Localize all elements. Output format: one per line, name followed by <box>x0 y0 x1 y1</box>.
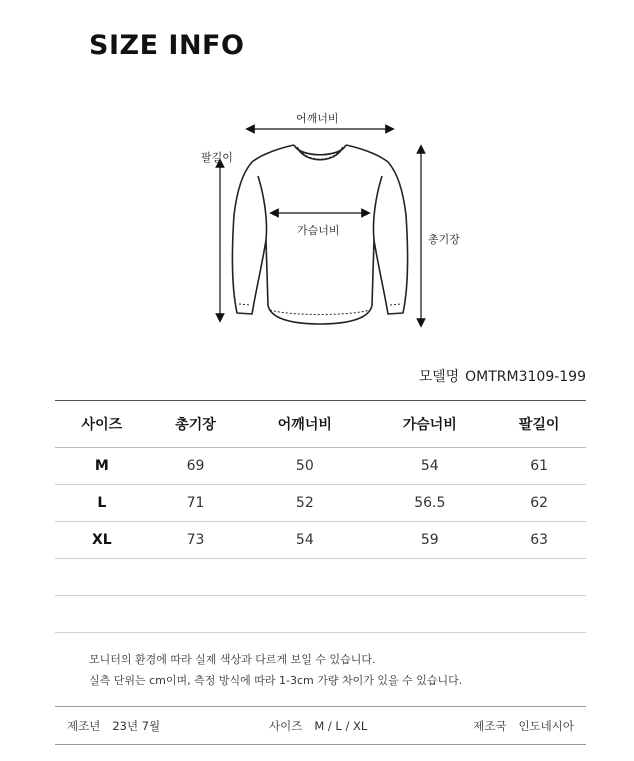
cell-size: M <box>55 448 149 485</box>
cell-length: 71 <box>149 485 243 522</box>
shoulder-label: 어깨너비 <box>296 112 339 125</box>
cell-shoulder <box>242 596 367 633</box>
model-label: 모델명 <box>418 369 460 385</box>
table-row <box>55 448 586 485</box>
size-label: 사이즈 <box>269 719 303 733</box>
cell-sleeve: 63 <box>492 522 586 559</box>
table-row <box>55 559 586 596</box>
model-value: OMTRM3109-199 <box>465 369 586 385</box>
table-row <box>55 485 586 522</box>
size-diagram <box>0 100 634 340</box>
size-range <box>269 718 367 734</box>
cell-chest: 56.5 <box>367 485 492 522</box>
cell-length: 73 <box>149 522 243 559</box>
country-label: 제조국 <box>473 719 507 733</box>
cell-size <box>55 596 149 633</box>
made-date <box>67 718 160 734</box>
note-monitor: 모니터의 환경에 따라 실제 색상과 다르게 보일 수 있습니다. <box>89 653 376 666</box>
table-row <box>55 522 586 559</box>
cell-sleeve <box>492 596 586 633</box>
chest-label: 가슴너비 <box>297 224 340 237</box>
sleeve-label: 팔길이 <box>201 151 233 164</box>
header-length: 총기장 <box>149 401 243 448</box>
cell-chest: 59 <box>367 522 492 559</box>
country-value: 인도네시아 <box>518 719 574 733</box>
cell-size: XL <box>55 522 149 559</box>
cell-chest: 54 <box>367 448 492 485</box>
cell-shoulder: 50 <box>242 448 367 485</box>
made-label: 제조년 <box>67 719 101 733</box>
table-row <box>55 596 586 633</box>
cell-chest <box>367 596 492 633</box>
cell-shoulder: 54 <box>242 522 367 559</box>
cell-sleeve: 62 <box>492 485 586 522</box>
cell-chest <box>367 559 492 596</box>
cell-sleeve <box>492 559 586 596</box>
header-size: 사이즈 <box>55 401 149 448</box>
size-table <box>55 400 586 633</box>
cell-length <box>149 559 243 596</box>
cell-shoulder: 52 <box>242 485 367 522</box>
table-header-row <box>55 401 586 448</box>
cell-shoulder <box>242 559 367 596</box>
model-number <box>413 366 586 386</box>
cell-size: L <box>55 485 149 522</box>
cell-length: 69 <box>149 448 243 485</box>
header-sleeve: 팔길이 <box>492 401 586 448</box>
cell-size <box>55 559 149 596</box>
cell-sleeve: 61 <box>492 448 586 485</box>
made-value: 23년 7월 <box>112 719 161 733</box>
header-chest: 가슴너비 <box>367 401 492 448</box>
product-info-footer <box>55 706 586 745</box>
header-shoulder: 어깨너비 <box>242 401 367 448</box>
country-of-origin <box>473 718 574 734</box>
sweatshirt-illustration <box>0 100 634 340</box>
page-title: SIZE INFO <box>89 30 245 61</box>
size-value: M / L / XL <box>314 719 368 733</box>
note-measurement: 실측 단위는 cm이며, 측정 방식에 따라 1-3cm 가량 차이가 있을 수 있습니다. <box>89 674 463 687</box>
cell-length <box>149 596 243 633</box>
length-label: 총기장 <box>428 233 460 246</box>
notes <box>89 649 462 691</box>
